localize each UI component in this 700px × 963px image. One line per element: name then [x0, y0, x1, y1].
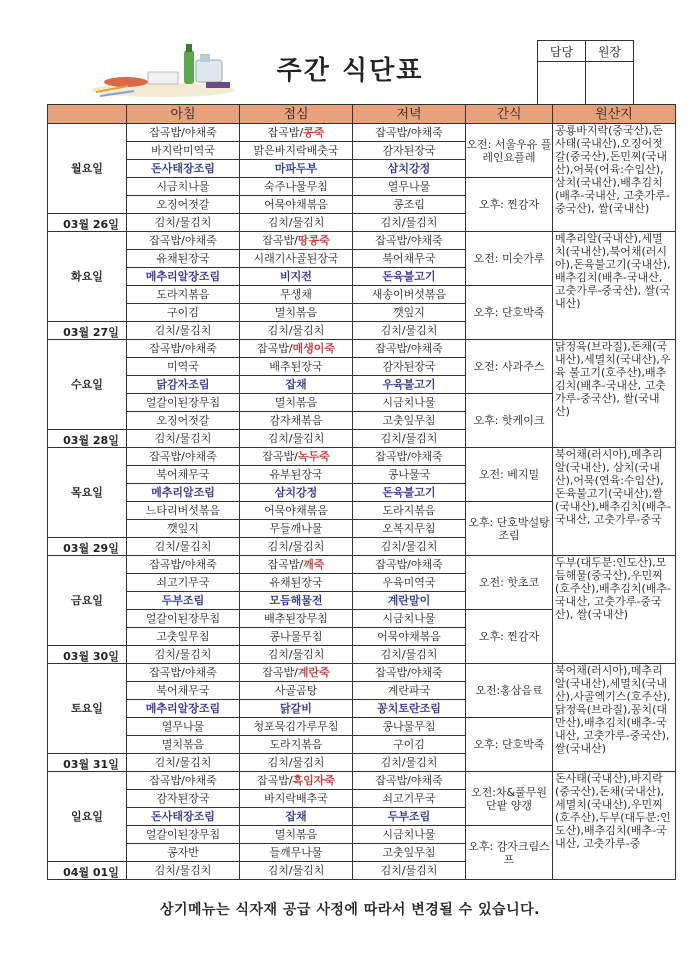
snack-morning: 오전:홍삼음료 — [466, 664, 553, 718]
dinner-item: 시금치나물 — [353, 394, 466, 412]
porridge-item: 흑임자죽 — [292, 774, 336, 787]
day-label: 화요일 — [48, 232, 127, 322]
origin-info: 북어채(러시아),메추리알(국내산), 삼치(국내산),어묵(연육:수입산),돈육불고기(국내산),쌀(국내산),배추김치(배추-국내산, 고춧가루-중국 — [553, 448, 676, 556]
lunch-item — [240, 844, 353, 862]
breakfast-item: 유채된장국 — [127, 250, 240, 268]
date-text: 03월 27일 — [63, 326, 119, 339]
dinner-item: 북어채무국 — [353, 250, 466, 268]
breakfast-item: 잡곡밥/야채죽 — [127, 664, 240, 682]
dinner-item: 감자된장국 — [353, 358, 466, 376]
dinner-item: 깻잎지 — [353, 304, 466, 322]
snack-morning: 오전: 사과주스 — [466, 340, 553, 394]
dinner-item: 쇠고기무국 — [353, 790, 466, 808]
breakfast-item: 열무나물 — [127, 718, 240, 736]
breakfast-item: 깻잎지 — [127, 520, 240, 538]
header-dinner: 저녁 — [353, 105, 466, 124]
origin-info: 두부(대두분:인도산),모듬해물(중국산),우민찌(호주산),배추김치(배추-국내산, 고춧가루-중국산), 쌀(국내산) — [553, 556, 676, 664]
dinner-item: 김치/물김치 — [353, 862, 466, 880]
lunch-item — [240, 718, 353, 736]
dinner-item: 두부조림 — [353, 808, 466, 826]
lunch-item — [240, 358, 353, 376]
lunch-item — [240, 520, 353, 538]
date-text: 03월 26일 — [63, 218, 119, 231]
dinner-item: 잡곡밥/야채죽 — [353, 556, 466, 574]
dinner-item: 김치/물김치 — [353, 430, 466, 448]
breakfast-item: 잡곡밥/야채죽 — [127, 340, 240, 358]
lunch-item-text: 모듬해물전 — [269, 594, 323, 607]
table-row — [48, 664, 676, 682]
dinner-item: 잡곡밥/야채죽 — [353, 448, 466, 466]
lunch-item-text: 배추된장국 — [269, 360, 323, 373]
dinner-item: 꽁치토란조림 — [353, 700, 466, 718]
snack-afternoon: 오후: 감자크림스프 — [466, 826, 553, 880]
breakfast-item: 도라지볶음 — [127, 286, 240, 304]
dinner-item: 잡곡밥/야채죽 — [353, 664, 466, 682]
lunch-item-text: 김치/물김치 — [267, 648, 325, 661]
breakfast-item: 잡곡밥/야채죽 — [127, 232, 240, 250]
origin-info: 북어채(러시아),메추리알(국내산),세멸치(국내산),사골엑기스(호주산),닭정육(브라질),꽁치(대만산),배추김치(배추-국내산, 고춧가루-중국산),쌀(국내산) — [553, 664, 676, 772]
table-row — [48, 232, 676, 250]
date-label — [48, 862, 127, 880]
lunch-item-text: 바지락배추국 — [264, 792, 328, 805]
lunch-item-text: 사골곰탕 — [274, 684, 318, 697]
approval-label-director: 원장 — [586, 41, 634, 62]
lunch-item — [240, 736, 353, 754]
date-label — [48, 754, 127, 772]
header-snack: 간식 — [466, 105, 553, 124]
dinner-item: 계란파국 — [353, 682, 466, 700]
date-label — [48, 430, 127, 448]
header-lunch: 점심 — [240, 105, 353, 124]
lunch-item — [240, 556, 353, 574]
snack-morning: 오전: 미숫가루 — [466, 232, 553, 286]
breakfast-item: 돈사태장조림 — [127, 160, 240, 178]
lunch-item-text: 들깨무나물 — [269, 846, 323, 859]
lunch-item-text: 숙주나물무침 — [264, 180, 328, 193]
breakfast-item: 쇠고기무국 — [127, 574, 240, 592]
breakfast-item: 바지락미역국 — [127, 142, 240, 160]
lunch-item — [240, 826, 353, 844]
header-row — [48, 105, 676, 124]
day-label: 토요일 — [48, 664, 127, 754]
date-text: 03월 28일 — [63, 434, 119, 447]
dinner-item: 고춧잎무침 — [353, 844, 466, 862]
breakfast-item: 얼갈이된장무침 — [127, 610, 240, 628]
dinner-item: 시금치나물 — [353, 610, 466, 628]
lunch-item-text: 비지전 — [280, 270, 312, 283]
porridge-item: 콩죽 — [303, 126, 325, 139]
lunch-item-text: 유채된장국 — [269, 576, 323, 589]
lunch-item — [240, 700, 353, 718]
dinner-item: 열무나물 — [353, 178, 466, 196]
dinner-item: 새송이버섯볶음 — [353, 286, 466, 304]
table-row — [48, 448, 676, 466]
breakfast-item: 북어채무국 — [127, 682, 240, 700]
day-label: 금요일 — [48, 556, 127, 646]
lunch-item — [240, 754, 353, 772]
lunch-item-text: 잡곡밥/ — [262, 234, 298, 247]
date-label — [48, 646, 127, 664]
lunch-item-text: 무들깨나물 — [269, 522, 323, 535]
approval-signature-director[interactable] — [586, 62, 634, 106]
lunch-item — [240, 592, 353, 610]
approval-box — [537, 40, 634, 106]
dinner-item: 돈육불고기 — [353, 268, 466, 286]
origin-info: 메추리알(국내산),세멸치(국내산),북어채(러시아),돈육불고기(국내산),배추김치(배추-국내산, 고춧가루-중국산), 쌀(국내산) — [553, 232, 676, 340]
breakfast-item: 오징어젓갈 — [127, 196, 240, 214]
lunch-item-text: 김치/물김치 — [267, 540, 325, 553]
lunch-item — [240, 214, 353, 232]
lunch-item-text: 김치/물김치 — [267, 864, 325, 877]
lunch-item-text: 어묵야채볶음 — [264, 198, 328, 211]
dinner-item: 콩조림 — [353, 196, 466, 214]
breakfast-item: 김치/물김치 — [127, 430, 240, 448]
lunch-item-text: 삼치강정 — [274, 486, 318, 499]
lunch-item-text: 김치/물김치 — [267, 324, 325, 337]
breakfast-item: 얼갈이된장무침 — [127, 826, 240, 844]
lunch-item — [240, 484, 353, 502]
lunch-item-text: 시래기사골된장국 — [253, 252, 339, 265]
breakfast-item: 멸치볶음 — [127, 736, 240, 754]
lunch-item — [240, 322, 353, 340]
dinner-item: 콩나물무침 — [353, 718, 466, 736]
breakfast-item: 김치/물김치 — [127, 538, 240, 556]
lunch-item-text: 멸치볶음 — [274, 306, 318, 319]
lunch-item — [240, 646, 353, 664]
lunch-item — [240, 412, 353, 430]
lunch-item — [240, 628, 353, 646]
dinner-item: 계란말이 — [353, 592, 466, 610]
breakfast-item: 미역국 — [127, 358, 240, 376]
lunch-item-text: 잡곡밥/ — [262, 450, 298, 463]
lunch-item — [240, 682, 353, 700]
approval-signature-manager[interactable] — [538, 62, 586, 106]
lunch-item — [240, 448, 353, 466]
dinner-item: 돈육불고기 — [353, 484, 466, 502]
snack-afternoon: 오후: 단호박죽 — [466, 718, 553, 772]
lunch-item — [240, 304, 353, 322]
dinner-item: 구이김 — [353, 736, 466, 754]
lunch-item-text: 맑은바지락배춧국 — [253, 144, 339, 157]
lunch-item-text: 배추된장무침 — [264, 612, 328, 625]
snack-afternoon: 오후: 단호박설탕조림 — [466, 502, 553, 556]
dinner-item: 도라지볶음 — [353, 502, 466, 520]
table-row — [48, 556, 676, 574]
dinner-item: 어묵야채볶음 — [353, 628, 466, 646]
dinner-item: 김치/물김치 — [353, 322, 466, 340]
date-label — [48, 538, 127, 556]
breakfast-item: 돈사태장조림 — [127, 808, 240, 826]
lunch-item — [240, 376, 353, 394]
lunch-item — [240, 232, 353, 250]
dinner-item: 감자된장국 — [353, 142, 466, 160]
day-label: 목요일 — [48, 448, 127, 538]
snack-morning: 오전: 서울우유 플레인요플레 — [466, 124, 553, 178]
dinner-item: 우육불고기 — [353, 376, 466, 394]
snack-afternoon: 오후: 찐감자 — [466, 610, 553, 664]
breakfast-item: 시금치나물 — [127, 178, 240, 196]
breakfast-item: 잡곡밥/야채죽 — [127, 772, 240, 790]
lunch-item-text: 멸치볶음 — [274, 828, 318, 841]
lunch-item — [240, 250, 353, 268]
lunch-item — [240, 286, 353, 304]
lunch-item — [240, 862, 353, 880]
breakfast-item: 김치/물김치 — [127, 646, 240, 664]
dinner-item: 시금치나물 — [353, 826, 466, 844]
dinner-item: 삼치강정 — [353, 160, 466, 178]
porridge-item: 깨죽 — [303, 558, 325, 571]
snack-morning: 오전: 핫초코 — [466, 556, 553, 610]
lunch-item — [240, 574, 353, 592]
dinner-item: 콩나물국 — [353, 466, 466, 484]
lunch-item — [240, 664, 353, 682]
header-origin: 원산지 — [553, 105, 676, 124]
snack-afternoon: 오후: 찐감자 — [466, 178, 553, 232]
lunch-item-text: 닭갈비 — [280, 702, 312, 715]
porridge-item: 땅콩죽 — [297, 234, 330, 247]
lunch-item — [240, 160, 353, 178]
page-title: 주간 식단표 — [276, 56, 424, 86]
date-label — [48, 214, 127, 232]
dinner-item: 잡곡밥/야채죽 — [353, 124, 466, 142]
dinner-item: 오복지무침 — [353, 520, 466, 538]
dinner-item: 김치/물김치 — [353, 538, 466, 556]
lunch-item-text: 무생채 — [280, 288, 312, 301]
lunch-item — [240, 466, 353, 484]
header-day — [48, 105, 127, 124]
lunch-item — [240, 142, 353, 160]
lunch-item — [240, 808, 353, 826]
date-text: 03월 30일 — [63, 650, 119, 663]
lunch-item-text: 김치/물김치 — [267, 432, 325, 445]
weekly-menu-table — [47, 104, 676, 880]
breakfast-item: 잡곡밥/야채죽 — [127, 124, 240, 142]
breakfast-item: 콩자반 — [127, 844, 240, 862]
table-row — [48, 340, 676, 358]
breakfast-item: 북어채무국 — [127, 466, 240, 484]
date-text: 03월 29일 — [63, 542, 119, 555]
dinner-item: 잡곡밥/야채죽 — [353, 340, 466, 358]
breakfast-item: 감자된장국 — [127, 790, 240, 808]
lunch-item — [240, 124, 353, 142]
lunch-item-text: 콩나물무침 — [269, 630, 323, 643]
lunch-item-text: 청포묵김가루무침 — [253, 720, 339, 733]
breakfast-item: 메추리알조림 — [127, 484, 240, 502]
lunch-item-text: 마파두부 — [274, 162, 318, 175]
lunch-item-text: 유부된장국 — [269, 468, 323, 481]
snack-morning: 오전:차&풀무원 단팥 양갱 — [466, 772, 553, 826]
lunch-item-text: 잡곡밥/ — [256, 774, 293, 787]
date-label — [48, 322, 127, 340]
approval-label-manager: 담당 — [538, 41, 586, 62]
lunch-item — [240, 790, 353, 808]
lunch-item-text: 감자채볶음 — [269, 414, 323, 427]
breakfast-item: 잡곡밥/야채죽 — [127, 556, 240, 574]
lunch-item-text: 잡채 — [285, 378, 307, 391]
food-illustration — [88, 42, 238, 100]
dinner-item: 김치/물김치 — [353, 214, 466, 232]
lunch-item-text: 잡곡밥/ — [256, 342, 293, 355]
lunch-item-text: 도라지볶음 — [269, 738, 323, 751]
lunch-item — [240, 340, 353, 358]
footer-notice: 상기메뉴는 식자재 공급 사정에 따라서 변경될 수 있습니다. — [159, 902, 540, 918]
breakfast-item: 메추리알장조림 — [127, 700, 240, 718]
date-text: 04월 01일 — [63, 866, 119, 879]
porridge-item: 매생이죽 — [292, 342, 336, 355]
origin-info: 공룡바지락(중국산),돈사태(국내산),오징어젓갈(중국산),돈민찌(국내산),어묵(어육:수입산),삼치(국내산),배추김치(배추-국내산, 고춧가루-중국산), 쌀(국내산) — [553, 124, 676, 232]
dinner-item: 김치/물김치 — [353, 646, 466, 664]
day-label: 수요일 — [48, 340, 127, 430]
lunch-item — [240, 178, 353, 196]
breakfast-item: 구이김 — [127, 304, 240, 322]
breakfast-item: 닭감자조림 — [127, 376, 240, 394]
table-row — [48, 124, 676, 142]
lunch-item-text: 김치/물김치 — [267, 216, 325, 229]
snack-morning: 오전: 베지밀 — [466, 448, 553, 502]
lunch-item — [240, 430, 353, 448]
breakfast-item: 김치/물김치 — [127, 754, 240, 772]
porridge-item: 계란죽 — [297, 666, 330, 679]
lunch-item — [240, 610, 353, 628]
lunch-item — [240, 394, 353, 412]
snack-afternoon: 오후: 핫케이크 — [466, 394, 553, 448]
day-label: 월요일 — [48, 124, 127, 214]
dinner-item: 잡곡밥/야채죽 — [353, 232, 466, 250]
lunch-item-text: 잡채 — [285, 810, 307, 823]
date-text: 03월 31일 — [63, 758, 119, 771]
dinner-item: 고춧잎무침 — [353, 412, 466, 430]
breakfast-item: 잡곡밥/야채죽 — [127, 448, 240, 466]
lunch-item — [240, 196, 353, 214]
lunch-item-text: 잡곡밥/ — [262, 666, 298, 679]
dinner-item: 우육미역국 — [353, 574, 466, 592]
header-breakfast: 아침 — [127, 105, 240, 124]
table-row — [48, 772, 676, 790]
breakfast-item: 얼갈이된장무침 — [127, 394, 240, 412]
lunch-item-text: 잡곡밥/ — [267, 126, 304, 139]
lunch-item-text: 김치/물김치 — [267, 756, 325, 769]
snack-afternoon: 오후: 단호박죽 — [466, 286, 553, 340]
breakfast-item: 느타리버섯볶음 — [127, 502, 240, 520]
day-label: 일요일 — [48, 772, 127, 862]
breakfast-item: 김치/물김치 — [127, 862, 240, 880]
lunch-item — [240, 502, 353, 520]
porridge-item: 녹두죽 — [297, 450, 330, 463]
dinner-item: 잡곡밥/야채죽 — [353, 772, 466, 790]
lunch-item-text: 멸치볶음 — [274, 396, 318, 409]
breakfast-item: 김치/물김치 — [127, 214, 240, 232]
breakfast-item: 고춧잎무침 — [127, 628, 240, 646]
lunch-item — [240, 268, 353, 286]
lunch-item-text: 어묵야채볶음 — [264, 504, 328, 517]
breakfast-item: 오징어젓갈 — [127, 412, 240, 430]
origin-info: 돈사태(국내산),바지락(중국산),돈채(국내산),세멸치(국내산),우민찌(호주산),두부(대두분:인도산),배추김치(배추-국내산, 고춧가루-중 — [553, 772, 676, 880]
lunch-item — [240, 538, 353, 556]
breakfast-item: 김치/물김치 — [127, 322, 240, 340]
lunch-item-text: 잡곡밥/ — [267, 558, 304, 571]
origin-info: 닭정육(브라질),돈채(국내산),세멸치(국내산),우육 불고기(호주산),배추김치(배추-국내산, 고춧가루-중국산), 쌀(국내산) — [553, 340, 676, 448]
dinner-item: 김치/물김치 — [353, 754, 466, 772]
breakfast-item: 두부조림 — [127, 592, 240, 610]
breakfast-item: 메추리알장조림 — [127, 268, 240, 286]
lunch-item — [240, 772, 353, 790]
